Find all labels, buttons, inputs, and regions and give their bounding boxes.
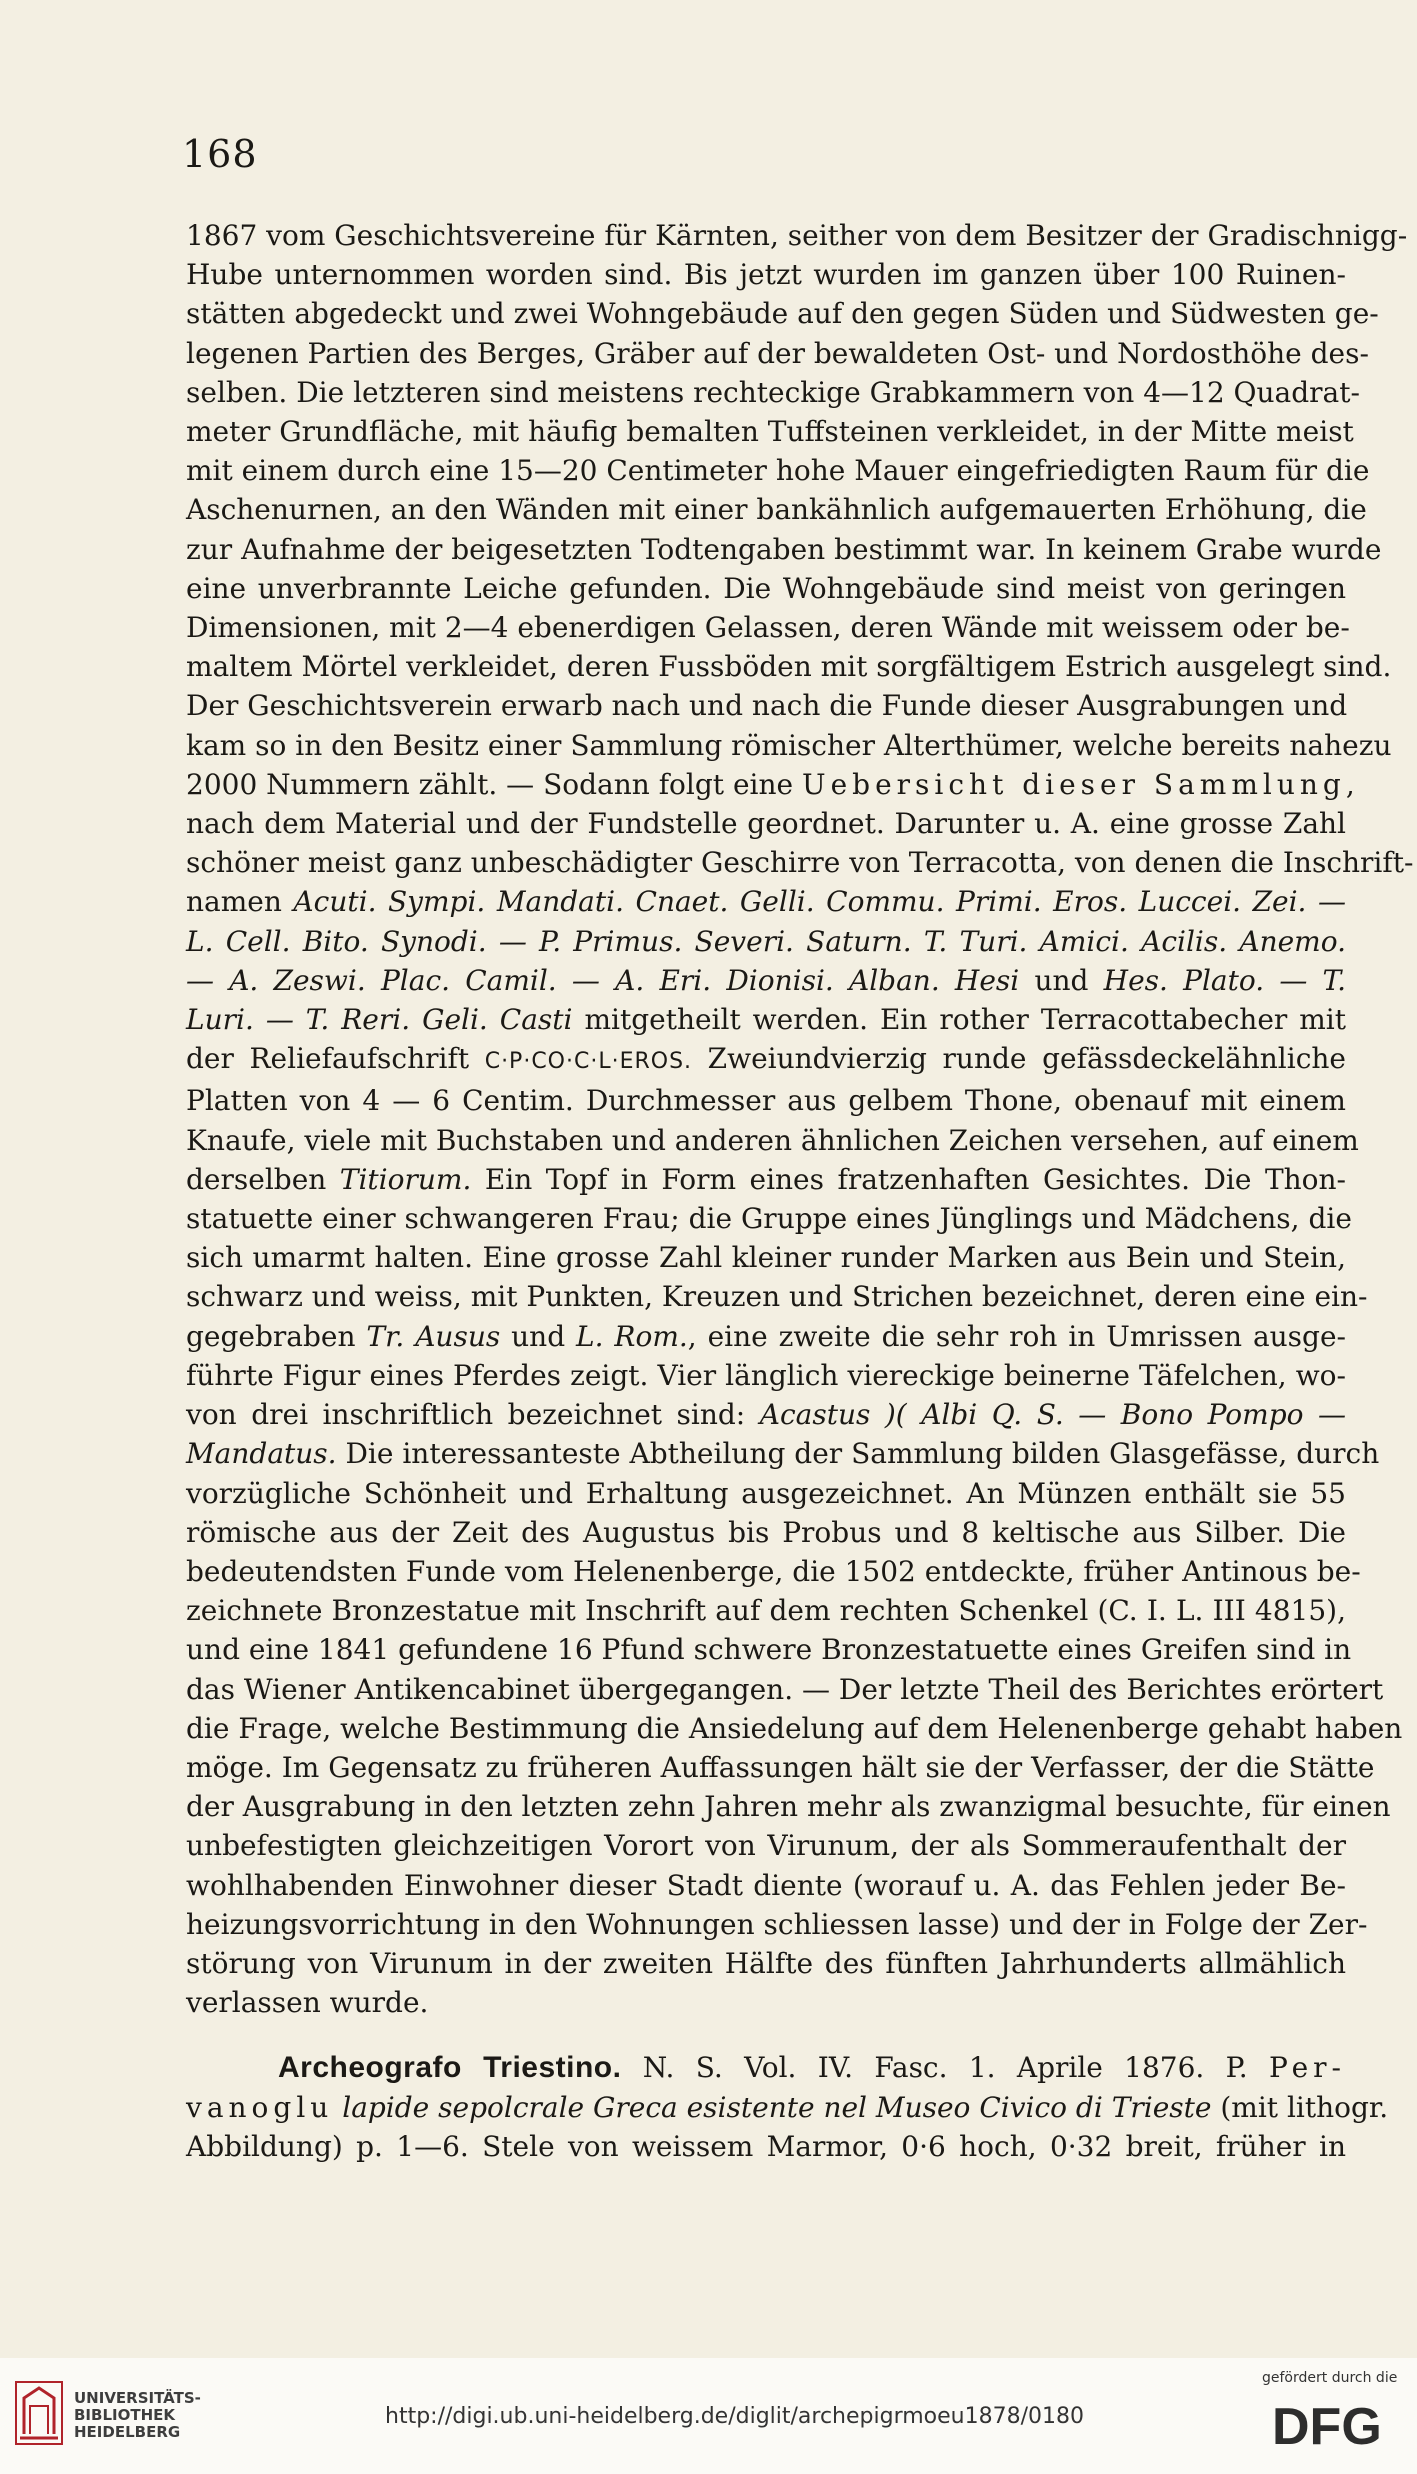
text-line: Dimensionen, mit 2—4 ebenerdigen Gelassen, deren Wände mit weissem oder be- (186, 611, 1350, 645)
text-run: , (1345, 767, 1355, 801)
text-line (186, 2088, 1389, 2127)
text-run: derselben (186, 1162, 340, 1196)
text-run: N. S. Vol. IV. Fasc. 1. Aprile 1876. P. (621, 2051, 1269, 2085)
text-line: Knaufe, viele mit Buchstaben und anderen ähnlichen Zeichen versehen, auf einem (186, 1123, 1359, 1157)
library-name-line: HEIDELBERG (74, 2423, 181, 2441)
text-line: zur Aufnahme der beigesetzten Todtengaben bestimmt war. In keinem Grabe wurde (186, 532, 1382, 566)
text-line: nach dem Material und der Fundstelle geordnet. Darunter u. A. eine grosse Zahl (186, 807, 1346, 841)
library-logo-icon (14, 2378, 64, 2448)
text-line: meter Grundfläche, mit häufig bemalten Tuffsteinen verkleidet, in der Mitte meist (186, 415, 1354, 449)
inscription-names: Hes. Plato. — T. (1088, 963, 1346, 997)
text-line: der Ausgrabung in den letzten zehn Jahren mehr als zwanzigmal besuchte, für einen (186, 1790, 1391, 1824)
text-line: römische aus der Zeit des Augustus bis Probus und 8 keltische aus Silber. Die (186, 1515, 1346, 1549)
text-line: vorzügliche Schönheit und Erhaltung ausgezeichnet. An Münzen enthält sie 55 (186, 1476, 1346, 1510)
text-line: verlassen wurde. (186, 1986, 429, 2020)
text-line: kam so in den Besitz einer Sammlung römischer Alterthümer, welche bereits nahezu (186, 728, 1392, 762)
digital-url-link[interactable]: http://digi.ub.uni-heidelberg.de/diglit/archepigrmoeu1878/0180 (385, 2404, 1084, 2429)
text-line: eine unverbrannte Leiche gefunden. Die Wohngebäude sind meist von geringen (186, 571, 1346, 605)
inscription-word: Tr. Ausus (366, 1319, 501, 1353)
inscription-names: Luri. — T. Reri. Geli. Casti (186, 1003, 573, 1037)
inscription-names: Acastus )( Albi Q. S. — Bono Pompo — (759, 1398, 1346, 1432)
text-line: Platten von 4 — 6 Centim. Durchmesser aus gelbem Thone, obenauf mit einem (186, 1084, 1346, 1118)
text-line: zeichnete Bronzestatue mit Inschrift auf dem rechten Schenkel (C. I. L. III 4815), (186, 1594, 1346, 1628)
text-line (186, 1317, 1346, 1356)
text-line: legenen Partien des Berges, Gräber auf der bewaldeten Ost- und Nordosthöhe des- (186, 336, 1369, 370)
text-line: Abbildung) p. 1—6. Stele von weissem Marmor, 0·6 hoch, 0·32 breit, früher in (186, 2129, 1346, 2163)
text-line: statuette einer schwangeren Frau; die Gruppe eines Jünglings und Mädchens, die (186, 1202, 1352, 1236)
library-name-line: BIBLIOTHEK (74, 2406, 175, 2424)
text-line (186, 2048, 1346, 2087)
text-line (186, 961, 1346, 1000)
text-run: gegebraben (186, 1319, 367, 1353)
text-line (186, 1160, 1346, 1199)
text-line: möge. Im Gegensatz zu früheren Auffassungen hält sie der Verfasser, der die Stätte (186, 1750, 1375, 1784)
text-run: und (500, 1319, 577, 1353)
relief-inscription: C·P·CO·C·L·EROS. (484, 1049, 693, 1075)
text-line (186, 882, 1346, 921)
text-line (186, 1000, 1346, 1039)
inscription-names: Acuti. Sympi. Mandati. Cnaet. Gelli. Commu. Primi. Eros. Luccei. Zei. — (293, 885, 1346, 919)
article-title: lapide sepolcrale Greca esistente nel Museo Civico di Trieste (342, 2090, 1212, 2124)
funded-by-label: gefördert durch die (1262, 2370, 1398, 2386)
text-line: mit einem durch eine 15—20 Centimeter hohe Mauer eingefriedigten Raum für die (186, 454, 1370, 488)
library-name (74, 2390, 201, 2441)
text-run: , eine zweite die sehr roh in Umrissen ausge- (687, 1319, 1346, 1353)
text-run: (mit lithogr. (1211, 2090, 1389, 2124)
text-line: 1867 vom Geschichtsvereine für Kärnten, seither von dem Besitzer der Gradischnigg- (186, 219, 1408, 252)
text-line (186, 1395, 1346, 1434)
spaced-heading: Uebersicht dieser Sammlung (801, 767, 1346, 801)
journal-title: Archeografo Triestino. (278, 2051, 622, 2085)
author-name: Per- (1269, 2051, 1346, 2085)
text-run: Ein Topf in Form eines fratzenhaften Gesichtes. Die Thon- (471, 1162, 1346, 1196)
inscription-names: — A. Zeswi. Plac. Camil. — A. Eri. Dionisi. Alban. Hesi (186, 963, 1035, 997)
text-line (186, 1039, 1346, 1081)
text-line: führte Figur eines Pferdes zeigt. Vier länglich viereckige beinerne Täfelchen, wo- (186, 1358, 1346, 1392)
text-line: die Frage, welche Bestimmung die Ansiedelung auf dem Helenenberge gehabt haben (186, 1711, 1403, 1745)
text-line: Hube unternommen worden sind. Bis jetzt wurden im ganzen über 100 Ruinen- (186, 258, 1346, 292)
text-line (186, 765, 1355, 804)
dfg-logo-text: DFG (1272, 2398, 1382, 2456)
dfg-logo-icon (1268, 2394, 1408, 2454)
text-run: von drei inschriftlich bezeichnet sind: (186, 1398, 760, 1432)
text-line (186, 1434, 1380, 1473)
text-run: Zweiundvierzig runde gefässdeckelähnliche (692, 1042, 1346, 1076)
text-run: der Reliefaufschrift (186, 1042, 485, 1076)
text-line: bedeutendsten Funde vom Helenenberge, die 1502 entdeckte, früher Antinous be- (186, 1554, 1361, 1588)
page-number: 168 (182, 132, 258, 176)
paragraph-gap (186, 2022, 1346, 2048)
inscription-names: L. Cell. Bito. Synodi. — P. Primus. Severi. Saturn. T. Turi. Amici. Acilis. Anemo. (186, 924, 1346, 958)
text-run: Die interessanteste Abtheilung der Sammlung bilden Glasgefässe, durch (336, 1437, 1380, 1471)
text-run: mitgetheilt werden. Ein rother Terracottabecher mit (572, 1003, 1346, 1037)
text-line: Der Geschichtsverein erwarb nach und nach die Funde dieser Ausgrabungen und (186, 689, 1348, 723)
main-text (186, 216, 1414, 2166)
text-run: und (1034, 963, 1089, 997)
text-line: stätten abgedeckt und zwei Wohngebäude auf den gegen Süden und Südwesten ge- (186, 297, 1379, 331)
text-line: Aschenurnen, an den Wänden mit einer bankähnlich aufgemauerten Erhöhung, die (186, 493, 1367, 527)
text-run: 2000 Nummern zählt. — Sodann folgt eine (186, 767, 802, 801)
text-line: heizungsvorrichtung in den Wohnungen schliessen lasse) und der in Folge der Zer- (186, 1907, 1368, 1941)
text-line: das Wiener Antikencabinet übergegangen. — Der letzte Theil des Berichtes erörtert (186, 1672, 1384, 1706)
text-run (333, 2091, 342, 2124)
inscription-word: L. Rom. (576, 1319, 688, 1353)
inscription-word: Mandatus. (186, 1437, 337, 1471)
author-name: vanoglu (186, 2090, 334, 2124)
text-line: unbefestigten gleichzeitigen Vorort von Virunum, der als Sommeraufenthalt der (186, 1829, 1346, 1863)
text-line: wohlhabenden Einwohner dieser Stadt diente (worauf u. A. das Fehlen jeder Be- (186, 1868, 1346, 1902)
text-line: schöner meist ganz unbeschädigter Geschirre von Terracotta, von denen die Inschrift- (186, 846, 1414, 880)
footer (0, 2358, 1417, 2474)
inscription-word: Titiorum. (339, 1162, 472, 1196)
library-name-line: UNIVERSITÄTS- (74, 2389, 201, 2407)
text-line: selben. Die letzteren sind meistens rechteckige Grabkammern von 4—12 Quadrat- (186, 375, 1360, 409)
text-line: schwarz und weiss, mit Punkten, Kreuzen und Strichen bezeichnet, deren eine ein- (186, 1280, 1368, 1314)
text-line: sich umarmt halten. Eine grosse Zahl kleiner runder Marken aus Bein und Stein, (186, 1241, 1346, 1275)
text-line: und eine 1841 gefundene 16 Pfund schwere Bronzestatuette eines Greifen sind in (186, 1633, 1352, 1667)
text-run: namen (186, 885, 294, 919)
text-line: maltem Mörtel verkleidet, deren Fussböden mit sorgfältigem Estrich ausgelegt sind. (186, 650, 1392, 684)
text-line: störung von Virunum in der zweiten Hälfte des fünften Jahrhunderts allmählich (186, 1946, 1346, 1980)
